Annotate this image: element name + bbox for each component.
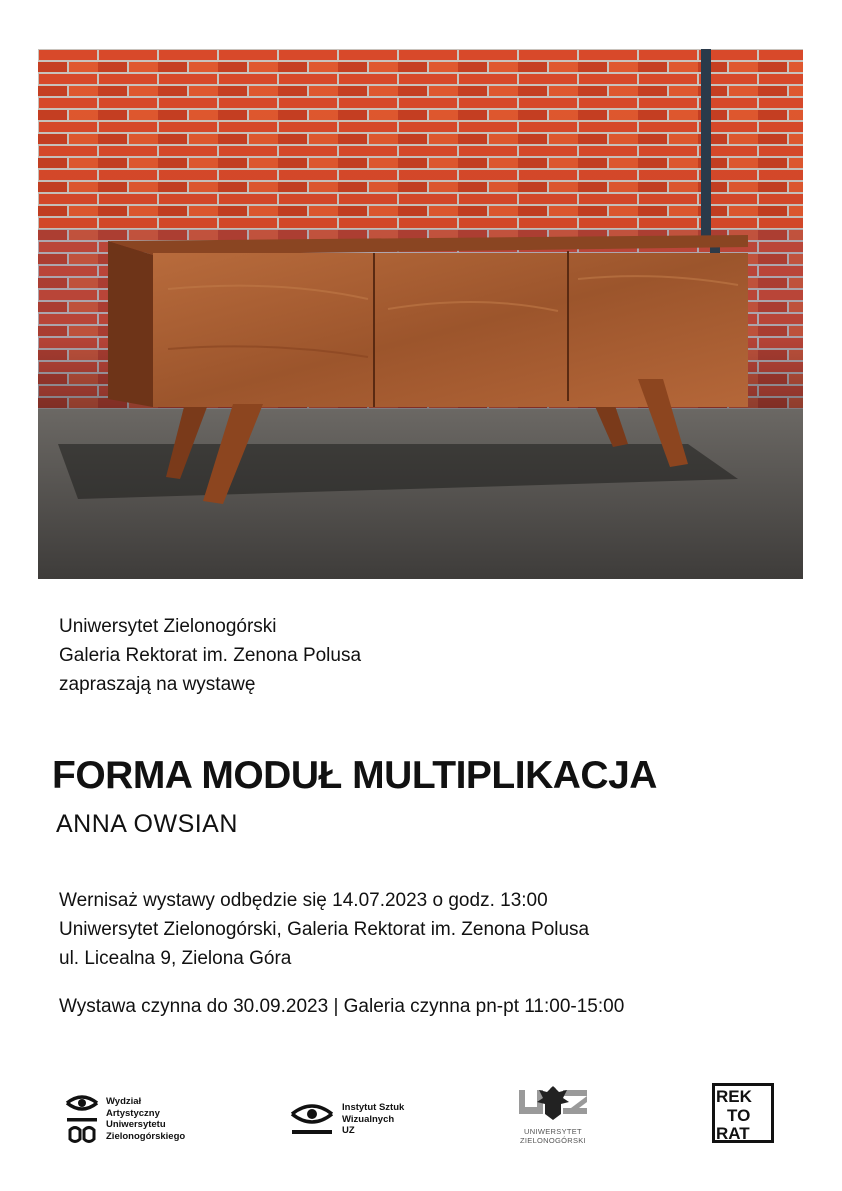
opening-date-line: Wernisaż wystawy odbędzie się 14.07.2023 o godz. 13:00 bbox=[59, 890, 548, 911]
institute-line-1: Instytut Sztuk bbox=[342, 1102, 405, 1113]
svg-text:TO: TO bbox=[727, 1106, 751, 1125]
exhibition-photo bbox=[38, 49, 803, 579]
institute-line-3: UZ bbox=[342, 1125, 355, 1136]
intro-line-gallery: Galeria Rektorat im. Zenona Polusa bbox=[59, 645, 362, 666]
faculty-logo bbox=[65, 1093, 185, 1145]
intro-line-invitation: zapraszają na wystawę bbox=[59, 674, 256, 695]
svg-text:REK: REK bbox=[716, 1087, 752, 1106]
intro-line-university: Uniwersytet Zielonogórski bbox=[59, 616, 277, 637]
intro-text bbox=[59, 612, 361, 699]
university-line-1: UNIWERSYTET bbox=[524, 1127, 582, 1136]
eye-icon bbox=[290, 1102, 334, 1136]
exhibition-title: FORMA MODUŁ MULTIPLIKACJA bbox=[52, 754, 657, 797]
opening-details bbox=[59, 886, 589, 973]
faculty-line-3: Uniwersytetu bbox=[106, 1119, 166, 1130]
faculty-line-1: Wydział bbox=[106, 1096, 142, 1107]
eye-icon bbox=[65, 1093, 99, 1145]
institute-logo-text bbox=[342, 1102, 404, 1137]
svg-text:RAT: RAT bbox=[716, 1124, 750, 1143]
artist-name: ANNA OWSIAN bbox=[56, 810, 238, 838]
opening-hours: Wystawa czynna do 30.09.2023 | Galeria czynna pn-pt 11:00-15:00 bbox=[59, 996, 625, 1017]
institute-logo bbox=[290, 1102, 404, 1137]
university-logo bbox=[510, 1082, 596, 1145]
university-line-2: ZIELONOGÓRSKI bbox=[520, 1136, 586, 1145]
address-line: ul. Licealna 9, Zielona Góra bbox=[59, 948, 292, 969]
institute-line-2: Wizualnych bbox=[342, 1113, 395, 1125]
faculty-line-2: Artystyczny bbox=[106, 1107, 160, 1119]
faculty-logo-text bbox=[106, 1096, 185, 1142]
university-logo-text bbox=[510, 1127, 596, 1145]
eagle-emblem-icon bbox=[515, 1082, 591, 1122]
faculty-line-4: Zielonogórskiego bbox=[106, 1130, 186, 1142]
venue-line: Uniwersytet Zielonogórski, Galeria Rektorat im. Zenona Polusa bbox=[59, 919, 590, 940]
rektorat-logo bbox=[712, 1083, 774, 1143]
